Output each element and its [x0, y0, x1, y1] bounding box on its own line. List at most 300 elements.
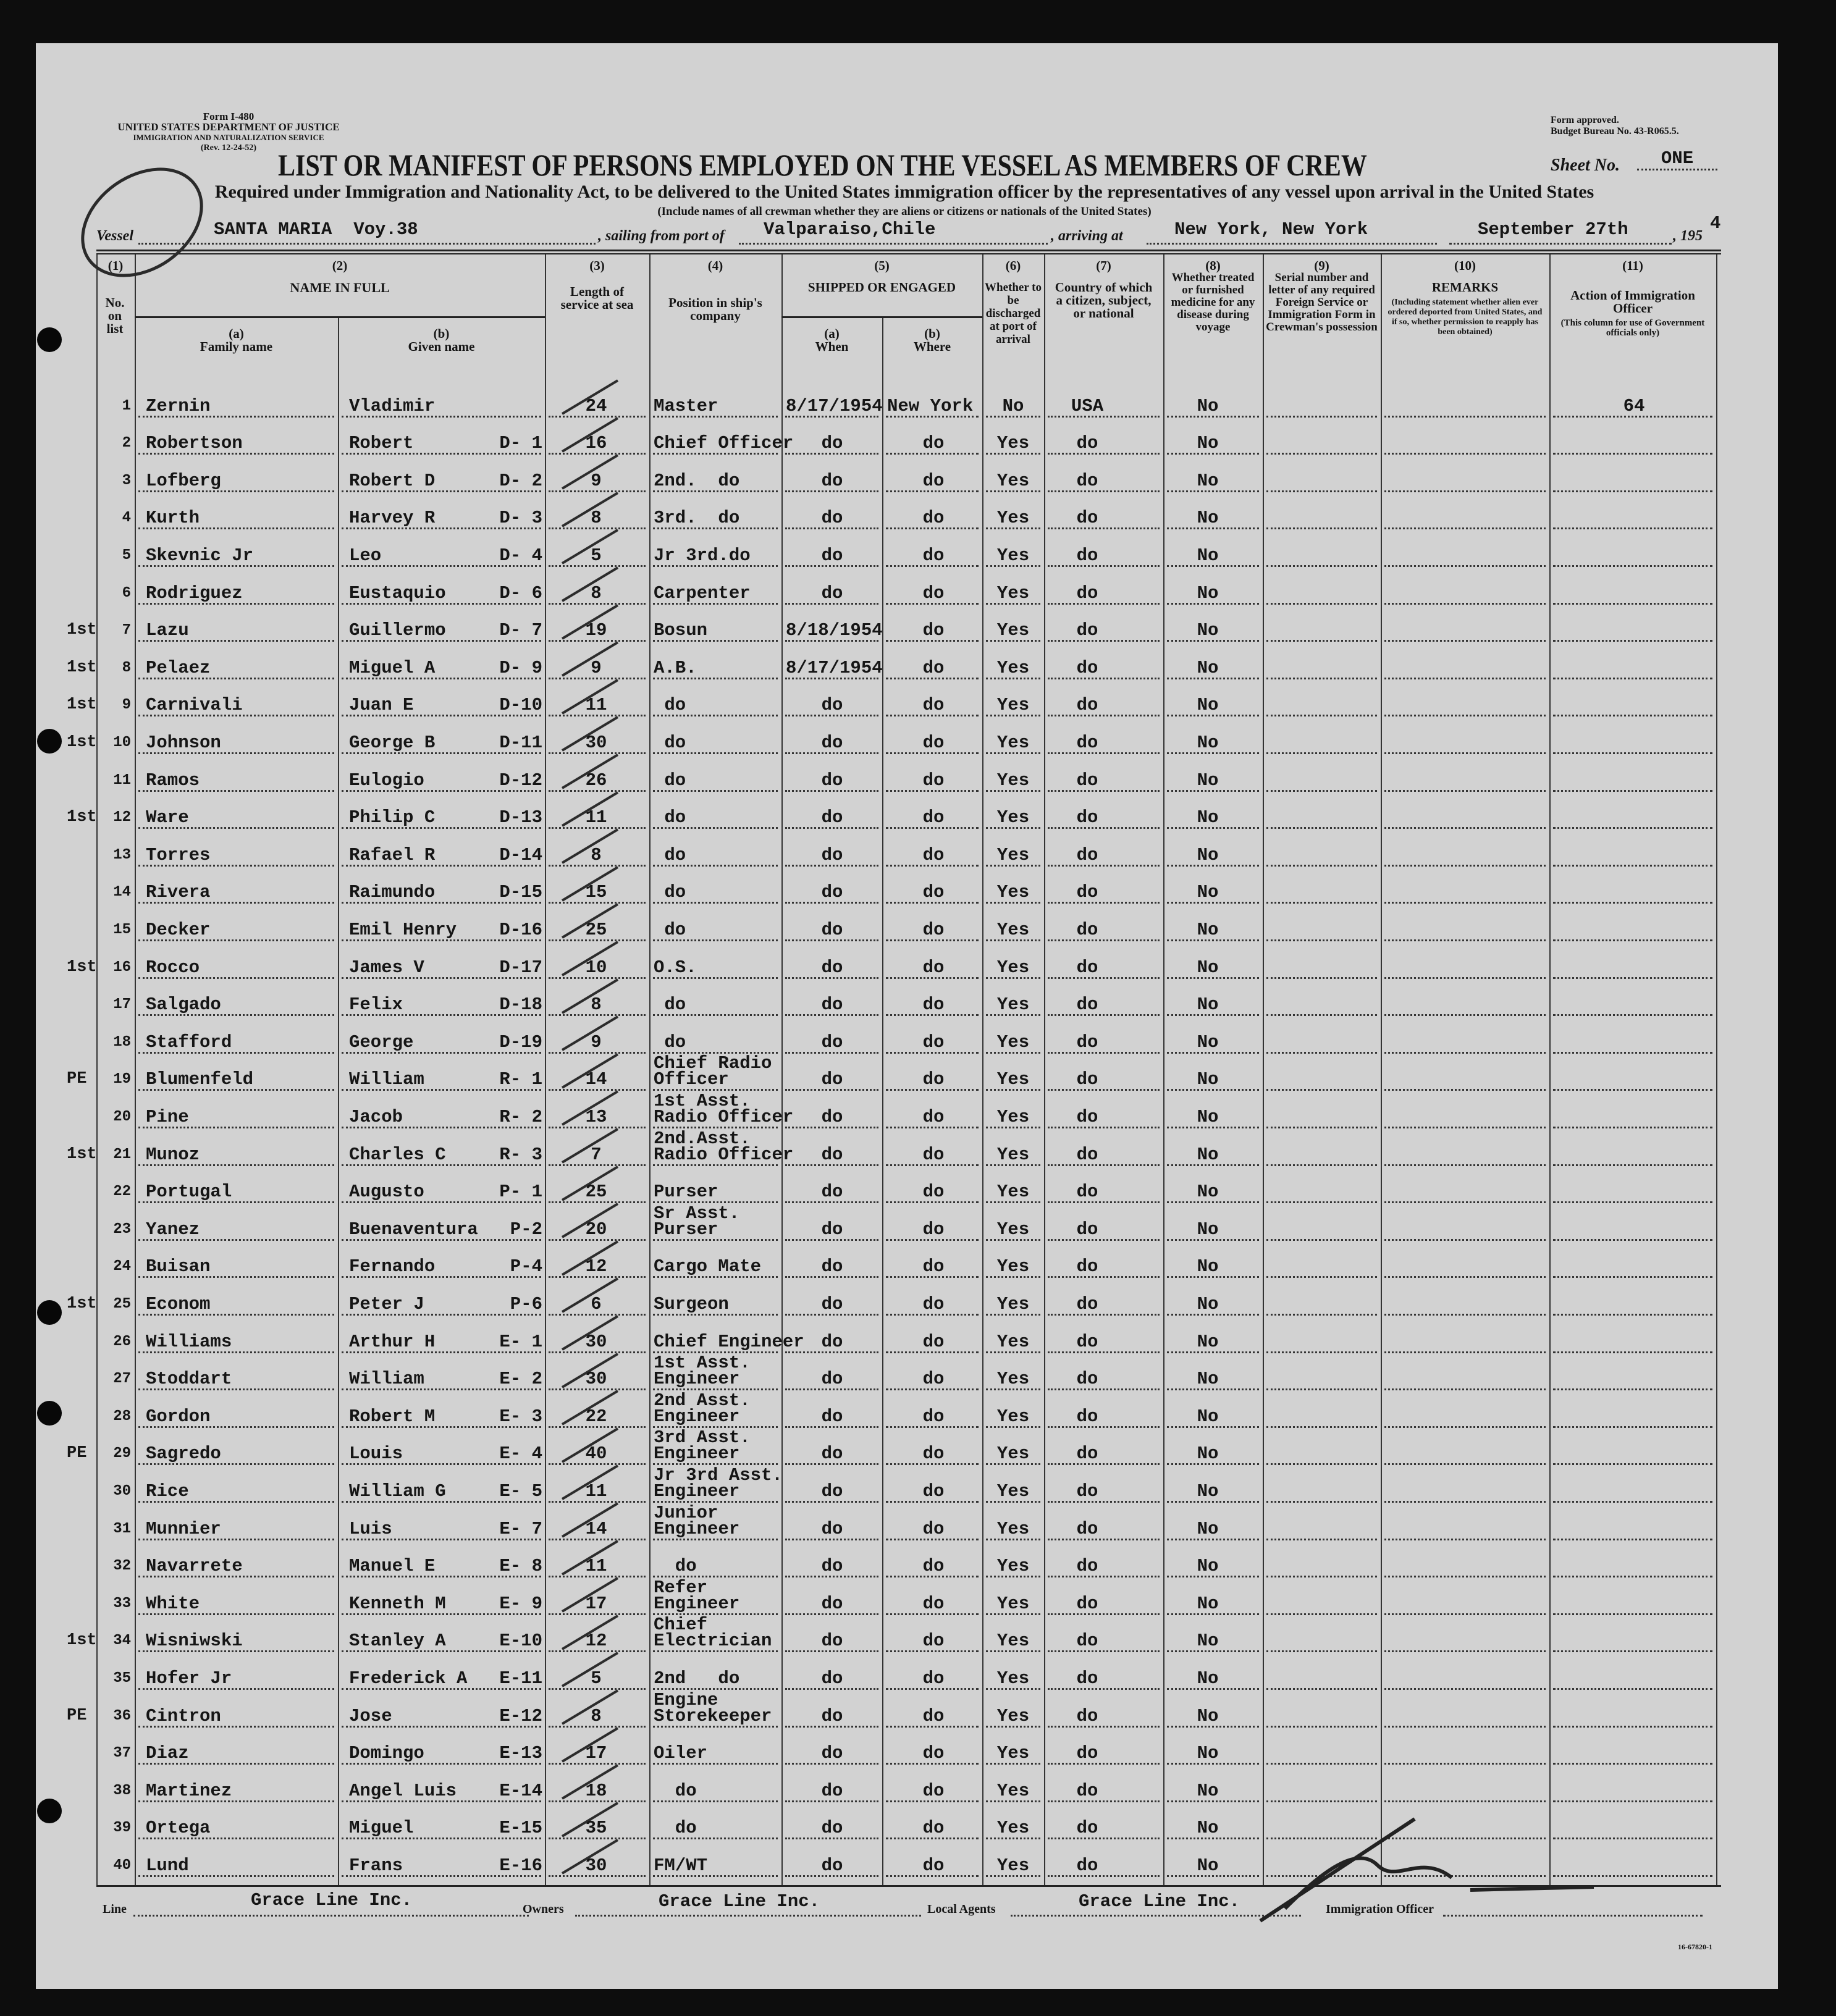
cell-position: Jr 3rd Asst. Engineer	[654, 1464, 783, 1502]
cell-family: Pine	[146, 1106, 189, 1127]
entry-rule	[886, 977, 979, 979]
entry-rule	[138, 1650, 334, 1652]
entry-rule	[986, 1800, 1040, 1802]
entry-rule	[785, 1875, 878, 1877]
entry-rule	[342, 752, 541, 754]
cell-discharged: Yes	[996, 732, 1030, 753]
entry-rule	[886, 1052, 979, 1054]
entry-rule	[1384, 1576, 1546, 1577]
cell-given: Vladimir	[349, 395, 436, 416]
entry-rule	[1167, 1351, 1259, 1353]
entry-rule	[1384, 527, 1546, 529]
entry-rule	[1553, 565, 1712, 567]
cell-length: 8	[591, 844, 602, 865]
cell-country: do	[1076, 620, 1098, 641]
cell-no: 6	[122, 584, 131, 602]
entry-rule	[1167, 865, 1259, 867]
cell-code: R- 2	[499, 1106, 542, 1127]
departure-port: Valparaiso,Chile	[764, 219, 936, 240]
cell-given: Peter J	[349, 1293, 424, 1314]
cell-medicine: No	[1197, 470, 1219, 491]
cell-code: E- 4	[499, 1443, 542, 1464]
entry-rule	[138, 1800, 334, 1802]
entry-rule	[986, 715, 1040, 716]
form-number: Form I-480	[203, 111, 255, 122]
cell-family: Buisan	[146, 1256, 211, 1277]
entry-rule	[1553, 1276, 1712, 1278]
entry-rule	[886, 1426, 979, 1428]
cell-medicine: No	[1197, 657, 1219, 678]
entry-rule	[1553, 1650, 1712, 1652]
entry-rule	[1384, 1838, 1546, 1839]
cell-no: 36	[113, 1707, 131, 1724]
entry-rule	[785, 715, 878, 716]
entry-rule	[1048, 1650, 1160, 1652]
entry-rule	[986, 603, 1040, 605]
cell-discharged: Yes	[996, 1219, 1030, 1240]
entry-rule	[886, 1127, 979, 1128]
entry-rule	[1048, 565, 1160, 567]
cell-discharged: Yes	[996, 1480, 1030, 1502]
entry-rule	[342, 1388, 541, 1390]
entry-rule	[1048, 1276, 1160, 1278]
cell-medicine: No	[1197, 1106, 1219, 1127]
cell-given: Fernando	[349, 1256, 436, 1277]
cell-country: do	[1076, 1631, 1098, 1652]
cell-country: do	[1076, 807, 1098, 828]
entry-rule	[653, 865, 778, 867]
sailing-label: , sailing from port of	[598, 228, 725, 244]
cell-medicine: No	[1197, 1518, 1219, 1539]
crew-row	[0, 644, 1836, 681]
entry-rule	[138, 977, 334, 979]
cell-length: 15	[585, 882, 607, 903]
cell-code: E- 2	[499, 1369, 542, 1390]
crew-row	[0, 456, 1836, 494]
entry-rule	[1266, 1201, 1377, 1203]
entry-rule	[342, 1014, 541, 1016]
entry-rule	[785, 1127, 878, 1128]
entry-rule	[1384, 1239, 1546, 1241]
cell-where: do	[922, 582, 945, 603]
cell-family: Torres	[146, 844, 211, 865]
entry-rule	[1167, 1838, 1259, 1839]
entry-rule	[886, 827, 979, 829]
cell-when: do	[821, 732, 843, 753]
cell-code: D-15	[499, 882, 542, 903]
cell-length: 14	[585, 1069, 607, 1090]
entry-rule	[886, 453, 979, 455]
cell-mark: 1st	[67, 733, 97, 752]
entry-rule	[1048, 527, 1160, 529]
cell-family: Kurth	[146, 508, 200, 529]
cell-no: 9	[122, 697, 131, 714]
cell-country: do	[1076, 1106, 1098, 1127]
cell-where: do	[922, 657, 945, 678]
cell-code: E- 7	[499, 1518, 542, 1539]
entry-rule	[1048, 977, 1160, 979]
cell-no: 21	[113, 1146, 131, 1163]
entry-rule	[986, 977, 1040, 979]
col5a-header: (a) When	[815, 326, 849, 354]
cell-no: 5	[122, 547, 131, 564]
cell-no: 11	[113, 771, 131, 789]
cell-length: 13	[585, 1106, 607, 1127]
entry-rule	[1553, 1127, 1712, 1128]
cell-given: Emil Henry	[349, 919, 457, 940]
entry-rule	[785, 640, 878, 642]
cell-no: 2	[122, 435, 131, 452]
entry-rule	[785, 527, 878, 529]
entry-rule	[1553, 1875, 1712, 1877]
cell-position: do	[654, 882, 686, 903]
cell-discharged: Yes	[996, 994, 1030, 1015]
cell-no: 15	[113, 921, 131, 938]
entry-rule	[1167, 902, 1259, 904]
cell-discharged: Yes	[996, 1593, 1030, 1614]
entry-rule	[1266, 490, 1377, 492]
entry-rule	[1167, 640, 1259, 642]
entry-rule	[342, 678, 541, 679]
cell-medicine: No	[1197, 1631, 1219, 1652]
cell-given: Leo	[349, 545, 382, 566]
cell-medicine: No	[1197, 844, 1219, 865]
entry-rule	[1266, 715, 1377, 716]
entry-rule	[785, 1351, 878, 1353]
form-code: 16-67820-1	[1678, 1942, 1712, 1951]
cell-family: Skevnic Jr	[146, 545, 254, 566]
cell-when: do	[821, 1668, 843, 1689]
cell-family: Lofberg	[146, 470, 221, 491]
cell-given: Eulogio	[349, 770, 424, 791]
cell-discharged: Yes	[996, 695, 1030, 716]
entry-rule	[1167, 416, 1259, 418]
cell-medicine: No	[1197, 620, 1219, 641]
cell-discharged: Yes	[996, 1256, 1030, 1277]
cell-given: George B	[349, 732, 436, 753]
entry-rule	[986, 527, 1040, 529]
header-rule	[96, 250, 1721, 251]
cell-medicine: No	[1197, 1818, 1219, 1839]
punch-hole	[37, 1401, 62, 1426]
cell-country: do	[1076, 1031, 1098, 1052]
cell-length: 25	[585, 1182, 607, 1203]
entry-rule	[1167, 715, 1259, 716]
cell-medicine: No	[1197, 1219, 1219, 1240]
cell-given: Arthur H	[349, 1331, 436, 1352]
cell-position: Master	[654, 395, 718, 416]
entry-rule	[342, 1426, 541, 1428]
entry-rule	[1266, 827, 1377, 829]
cell-when: do	[821, 770, 843, 791]
entry-rule	[1266, 790, 1377, 792]
entry-rule	[1266, 453, 1377, 455]
entry-rule	[1266, 1539, 1377, 1540]
entry-rule	[342, 977, 541, 979]
cell-code: D- 7	[499, 620, 542, 641]
entry-rule	[1553, 640, 1712, 642]
entry-rule	[785, 1501, 878, 1503]
entry-rule	[138, 565, 334, 567]
cell-medicine: No	[1197, 1031, 1219, 1052]
entry-rule	[1384, 1351, 1546, 1353]
entry-rule	[785, 1800, 878, 1802]
entry-rule	[785, 565, 878, 567]
cell-medicine: No	[1197, 1144, 1219, 1165]
entry-rule	[1553, 678, 1712, 679]
entry-rule	[986, 416, 1040, 418]
cell-position: Chief Radio Officer	[654, 1053, 772, 1090]
entry-rule	[138, 1539, 334, 1540]
cell-code: E- 9	[499, 1593, 542, 1614]
cell-medicine: No	[1197, 1443, 1219, 1464]
crew-row	[0, 1168, 1836, 1206]
cell-no: 14	[113, 884, 131, 901]
entry-rule	[138, 1875, 334, 1877]
cell-when: do	[821, 1855, 843, 1876]
cell-country: do	[1076, 545, 1098, 566]
cell-code: P-4	[510, 1256, 542, 1277]
crew-row	[0, 1317, 1836, 1355]
entry-rule	[1553, 453, 1712, 455]
entry-rule	[1266, 565, 1377, 567]
cell-position: 1st Asst. Engineer	[654, 1353, 751, 1390]
entry-rule	[1048, 1463, 1160, 1465]
entry-rule	[138, 1576, 334, 1577]
entry-rule	[785, 1089, 878, 1091]
entry-rule	[1266, 1239, 1377, 1241]
entry-rule	[785, 1650, 878, 1652]
cell-family: Carnivali	[146, 695, 243, 716]
cell-family: Portugal	[146, 1182, 232, 1203]
entry-rule	[1553, 790, 1712, 792]
entry-rule	[1266, 1426, 1377, 1428]
entry-rule	[1266, 1276, 1377, 1278]
entry-rule	[1167, 790, 1259, 792]
entry-rule	[653, 827, 778, 829]
cell-length: 9	[591, 1031, 602, 1052]
cell-code: D- 2	[499, 470, 542, 491]
cell-when: do	[821, 1256, 843, 1277]
cell-code: D- 1	[499, 433, 542, 454]
cell-discharged: Yes	[996, 882, 1030, 903]
cell-country: do	[1076, 1219, 1098, 1240]
entry-rule	[1167, 827, 1259, 829]
entry-rule	[653, 678, 778, 679]
entry-rule	[1167, 1501, 1259, 1503]
voyage-line	[96, 213, 1727, 246]
entry-rule	[138, 603, 334, 605]
entry-rule	[886, 603, 979, 605]
arrival-date: September 27th	[1478, 219, 1628, 240]
cell-no: 24	[113, 1258, 131, 1275]
cell-mark: PE	[67, 1706, 87, 1725]
cell-discharged: Yes	[996, 957, 1030, 978]
entry-rule	[1553, 1539, 1712, 1540]
entry-rule	[342, 1164, 541, 1166]
cell-given: Louis	[349, 1443, 403, 1464]
cell-country: do	[1076, 1369, 1098, 1390]
cell-discharged: Yes	[996, 433, 1030, 454]
cell-when: do	[821, 1219, 843, 1240]
entry-rule	[342, 1463, 541, 1465]
entry-rule	[653, 527, 778, 529]
entry-rule	[1384, 902, 1546, 904]
cell-discharged: Yes	[996, 620, 1030, 641]
entry-rule	[986, 1763, 1040, 1765]
entry-rule	[986, 565, 1040, 567]
cell-country: do	[1076, 957, 1098, 978]
cell-country: do	[1076, 1480, 1098, 1502]
cell-when: do	[821, 1031, 843, 1052]
cell-country: do	[1076, 732, 1098, 753]
cell-family: Robertson	[146, 433, 243, 454]
entry-rule	[886, 715, 979, 716]
line-name: Grace Line Inc.	[251, 1890, 413, 1910]
entry-rule	[986, 1388, 1040, 1390]
cell-country: do	[1076, 770, 1098, 791]
crew-row	[0, 1053, 1836, 1093]
cell-country: do	[1076, 1256, 1098, 1277]
cell-length: 11	[585, 695, 607, 716]
cell-medicine: No	[1197, 994, 1219, 1015]
entry-rule	[1553, 1688, 1712, 1690]
cell-discharged: Yes	[996, 1556, 1030, 1577]
entry-rule	[1553, 1164, 1712, 1166]
entry-rule	[1167, 1089, 1259, 1091]
entry-rule	[986, 1014, 1040, 1016]
crew-row	[0, 718, 1836, 756]
cell-code: R- 1	[499, 1069, 542, 1090]
cell-length: 14	[585, 1518, 607, 1539]
cell-medicine: No	[1197, 545, 1219, 566]
entry-rule	[886, 640, 979, 642]
entry-rule	[1266, 977, 1377, 979]
entry-rule	[342, 1351, 541, 1353]
cell-discharged: Yes	[996, 1668, 1030, 1689]
cell-discharged: Yes	[996, 508, 1030, 529]
cell-medicine: No	[1197, 1182, 1219, 1203]
entry-rule	[138, 1201, 334, 1203]
entry-rule	[138, 827, 334, 829]
entry-rule	[1167, 490, 1259, 492]
crew-row	[0, 1205, 1836, 1243]
entry-rule	[1266, 527, 1377, 529]
cell-given: Luis	[349, 1518, 392, 1539]
col10-number: (10)	[1454, 258, 1476, 273]
cell-where: do	[922, 620, 945, 641]
cell-code: E- 1	[499, 1331, 542, 1352]
entry-rule	[342, 603, 541, 605]
cell-country: do	[1076, 882, 1098, 903]
entry-rule	[785, 1763, 878, 1765]
entry-rule	[1553, 490, 1712, 492]
entry-rule	[886, 416, 979, 418]
entry-rule	[1553, 1314, 1712, 1316]
cell-position: do	[654, 1818, 697, 1839]
cell-position: Bosun	[654, 620, 708, 641]
department: UNITED STATES DEPARTMENT OF JUSTICE	[117, 121, 340, 133]
entry-rule	[986, 1613, 1040, 1615]
entry-rule	[1384, 1463, 1546, 1465]
cell-when: do	[821, 1556, 843, 1577]
cell-country: do	[1076, 1668, 1098, 1689]
entry-rule	[1384, 790, 1546, 792]
entry-rule	[342, 1089, 541, 1091]
cell-position: Jr 3rd.do	[654, 545, 751, 566]
cell-where: do	[922, 1556, 945, 1577]
cell-when: do	[821, 545, 843, 566]
cell-position: 2nd do	[654, 1668, 740, 1689]
cell-family: Hofer Jr	[146, 1668, 232, 1689]
instruction-note: (Include names of all crewman whether they are aliens or citizens or nationals of the United States)	[657, 205, 1152, 218]
cell-country: do	[1076, 433, 1098, 454]
entry-rule	[1384, 1127, 1546, 1128]
cell-code: E-15	[499, 1818, 542, 1839]
cell-when: do	[821, 1106, 843, 1127]
cell-discharged: Yes	[996, 1855, 1030, 1876]
entry-rule	[138, 1426, 334, 1428]
cell-code: D- 9	[499, 657, 542, 678]
cell-discharged: Yes	[996, 1518, 1030, 1539]
cell-length: 40	[585, 1443, 607, 1464]
entry-rule	[1167, 1276, 1259, 1278]
entry-rule	[1384, 1201, 1546, 1203]
cell-where: do	[922, 732, 945, 753]
cell-given: Robert D	[349, 470, 436, 491]
crew-row	[0, 794, 1836, 831]
entry-rule	[886, 1838, 979, 1839]
entry-rule	[886, 1463, 979, 1465]
entry-rule	[1167, 939, 1259, 941]
entry-rule	[653, 416, 778, 418]
cell-code: D- 4	[499, 545, 542, 566]
cell-length: 25	[585, 919, 607, 940]
entry-rule	[1266, 1052, 1377, 1054]
cell-where: do	[922, 1743, 945, 1764]
entry-rule	[1167, 1164, 1259, 1166]
cell-given: Felix	[349, 994, 403, 1015]
cell-discharged: Yes	[996, 1331, 1030, 1352]
entry-rule	[1266, 1127, 1377, 1128]
entry-rule	[342, 715, 541, 716]
cell-length: 11	[585, 1480, 607, 1502]
entry-rule	[138, 1838, 334, 1839]
cell-mark: 1st	[67, 808, 97, 827]
crew-row	[0, 1689, 1836, 1729]
entry-rule	[138, 790, 334, 792]
entry-rule	[138, 416, 334, 418]
cell-discharged: Yes	[996, 1743, 1030, 1764]
cell-given: Raimundo	[349, 882, 436, 903]
entry-rule	[1384, 416, 1546, 418]
entry-rule	[1266, 1501, 1377, 1503]
cell-position: do	[654, 807, 686, 828]
entry-rule	[653, 752, 778, 754]
cell-when: do	[821, 807, 843, 828]
entry-rule	[1048, 902, 1160, 904]
cell-when: do	[821, 919, 843, 940]
entry-rule	[1167, 1201, 1259, 1203]
cell-when: do	[821, 1743, 843, 1764]
cell-country: do	[1076, 1705, 1098, 1726]
cell-family: Salgado	[146, 994, 221, 1015]
entry-rule	[1553, 1351, 1712, 1353]
col11-header: Action of Immigration Officer	[1570, 288, 1695, 316]
cell-medicine: No	[1197, 1705, 1219, 1726]
entry-rule	[1048, 865, 1160, 867]
entry-rule	[653, 1838, 778, 1839]
